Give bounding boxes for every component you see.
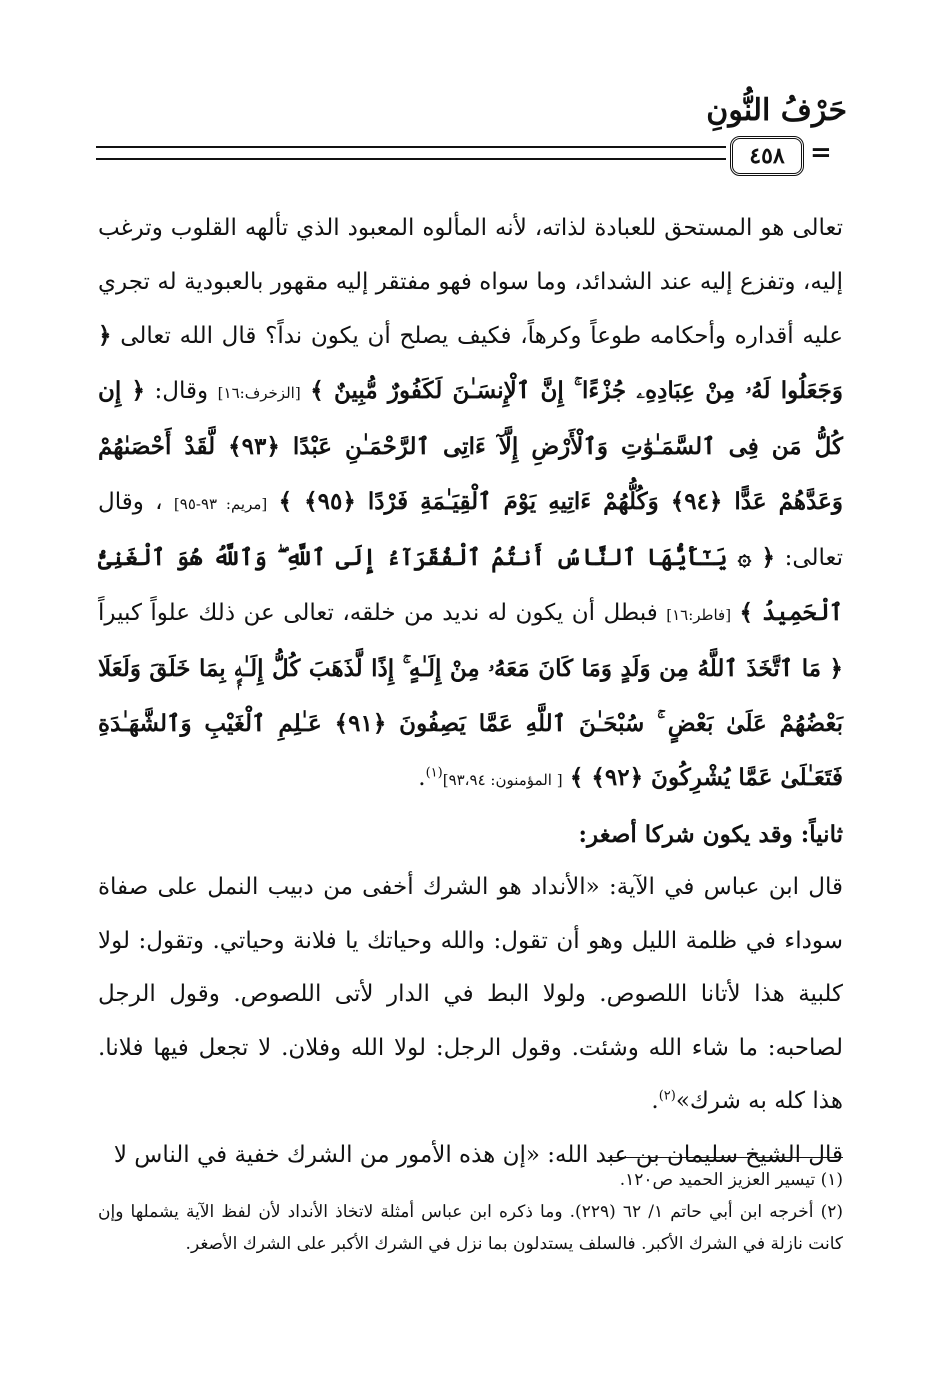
quran-verse: ﴿ وَجَعَلُوا لَهُۥ مِنْ عِبَادِهِۦ جُزْءًا ۚ إِنَّ ٱلْإِنسَـٰنَ لَكَفُورٌ مُّبِينٌ ﴾ — [98, 322, 843, 404]
footnotes — [98, 1164, 843, 1260]
paragraph-text: قال الشيخ سليمان بن عبد الله: «إن هذه الأمور من الشرك خفية في الناس لا — [113, 1141, 843, 1168]
page-header-title: حَرْفُ النُّونِ — [706, 93, 847, 128]
verse-reference: [فاطر:١٦] — [666, 605, 732, 624]
verse-reference: [مريم: ٩٣-٩٥] — [173, 494, 268, 513]
page-number-box — [730, 136, 804, 176]
footnote: (٢) أخرجه ابن أبي حاتم ١/ ٦٢ (٢٢٩). وما ذكره ابن عباس أمثلة لاتخاذ الأنداد لأن لفظ الآية يشملها وإن كانت نازلة في الشرك الأكبر. فالسلف يستدلون بما نزل في الشرك الأكبر على الشرك الأصغر. — [98, 1202, 844, 1254]
page-number: ٤٥٨ — [749, 143, 785, 169]
header-rule-top — [96, 146, 726, 148]
paragraph-text: قال ابن عباس في الآية: «الأنداد هو الشرك أخفى من دبيب النمل على صفاة سوداء في ظلمة الليل وهو أن تقول: والله وحياتك يا فلانة وحياتي. وتقول: لولا كلبية هذا لأتانا اللصوص. ولولا البط في الدار لأتى اللصوص. وقول الرجل لصاحبه: ما شاء الله وشئت. وقول الرجل: لولا الله وفلان. لا تجعل فيها فلانا. هذا كله به شرك» — [98, 874, 843, 1114]
paragraph-text: وقال: — [154, 377, 209, 404]
footnote-divider — [608, 1157, 843, 1158]
quran-verse: ﴿ مَا ٱتَّخَذَ ٱللَّهُ مِن وَلَدٍ وَمَا كَانَ مَعَهُۥ مِنْ إِلَـٰهٍ ۚ إِذًا لَّذَهَبَ كُلُّ إِلَـٰهٍۭ بِمَا خَلَقَ وَلَعَلَا بَعْضُهُمْ عَلَىٰ بَعْضٍ ۚ سُبْحَـٰنَ ٱللَّهِ عَمَّا يَصِفُونَ ﴿٩١﴾ عَـٰلِمِ ٱلْغَيْبِ وَٱلشَّهَـٰدَةِ فَتَعَـٰلَىٰ عَمَّا يُشْرِكُونَ ﴿٩٢﴾ ﴾ — [98, 655, 843, 791]
header-rule-bottom — [96, 158, 726, 160]
quran-verse: ﴿ ۞ يَـٰٓأَيُّهَا ٱلنَّاسُ أَنتُمُ ٱلْفُقَرَآءُ إِلَى ٱللَّهِ ۖ وَٱللَّهُ هُوَ ٱلْغَنِىُّ ٱلْحَمِيدُ ﴾ — [98, 544, 843, 626]
footnote-marker: (٢) — [658, 1088, 676, 1104]
section-heading: ثانياً: وقد يكون شركا أصغر: — [578, 820, 843, 848]
main-text — [98, 202, 843, 1182]
header-equals-mark: = — [810, 138, 832, 168]
quran-verse: ﴿ إِن كُلُّ مَن فِى ٱلسَّمَـٰوَٰتِ وَٱلْأَرْضِ إِلَّآ ءَاتِى ٱلرَّحْمَـٰنِ عَبْدًا ﴿٩٣﴾ لَّقَدْ أَحْصَىٰهُمْ وَعَدَّهُمْ عَدًّا ﴿٩٤﴾ وَكُلُّهُمْ ءَاتِيهِ يَوْمَ ٱلْقِيَـٰمَةِ فَرْدًا ﴿٩٥﴾ ﴾ — [98, 376, 844, 515]
paragraph-1: تعالى هو المستحق للعبادة لذاته، لأنه المألوه المعبود الذي تألهه القلوب وترغب إليه، وتفزع إليه عند الشدائد، وما سواه فهو مفتقر إليه مقهور بالعبودية له تجري عليه أقداره وأحكامه طوعاً وكرهاً، فكيف يصلح أن يكون نداً؟ قال الله تعالى ﴿ وَجَعَلُوا لَهُۥ مِنْ عِبَادِهِۦ جُزْءًا ۚ إِنَّ ٱلْإِنسَـٰنَ لَكَفُورٌ مُّبِينٌ ﴾ [الزخرف:١٦] وقال: ﴿ إِن كُلُّ مَن فِى ٱلسَّمَـٰوَٰتِ وَٱلْأَرْضِ إِلَّآ ءَاتِى ٱلرَّحْمَـٰنِ عَبْدًا ﴿٩٣﴾ لَّقَدْ أَحْصَىٰهُمْ وَعَدَّهُمْ عَدًّا ﴿٩٤﴾ وَكُلُّهُمْ ءَاتِيهِ يَوْمَ ٱلْقِيَـٰمَةِ فَرْدًا ﴿٩٥﴾ ﴾ [مريم: ٩٣-٩٥] ، وقال تعالى: ﴿ ۞ يَـٰٓأَيُّهَا ٱلنَّاسُ أَنتُمُ ٱلْفُقَرَآءُ إِلَى ٱللَّهِ ۖ وَٱللَّهُ هُوَ ٱلْغَنِىُّ ٱلْحَمِيدُ ﴾ [فاطر:١٦] فبطل أن يكون له نديد من خلقه، تعالى عن ذلك علواً كبيراً ﴿ مَا ٱتَّخَذَ ٱللَّهُ مِن وَلَدٍ وَمَا كَانَ مَعَهُۥ مِنْ إِلَـٰهٍ ۚ إِذًا لَّذَهَبَ كُلُّ إِلَـٰهٍۭ بِمَا خَلَقَ وَلَعَلَا بَعْضُهُمْ عَلَىٰ بَعْضٍ ۚ سُبْحَـٰنَ ٱللَّهِ عَمَّا يَصِفُونَ ﴿٩١﴾ عَـٰلِمِ ٱلْغَيْبِ وَٱلشَّهَـٰدَةِ فَتَعَـٰلَىٰ عَمَّا يُشْرِكُونَ ﴿٩٢﴾ ﴾ [ المؤمنون: ٩٣،٩٤]$^{(١)}$. — [98, 215, 844, 791]
footnote: (١) تيسير العزيز الحميد ص١٢٠. — [619, 1170, 843, 1190]
paragraph-text: تعالى هو المستحق للعبادة لذاته، لأنه المألوه المعبود الذي تألهه القلوب وترغب إليه، وتفزع إليه عند الشدائد، وما سواه فهو مفتقر إليه مقهور بالعبودية له تجري عليه أقداره وأحكامه طوعاً وكرهاً، فكيف يصلح أن يكون نداً؟ قال الله تعالى — [98, 215, 844, 349]
verse-reference: [الزخرف:١٦] — [217, 383, 301, 402]
paragraph-text: فبطل أن يكون له نديد من خلقه، تعالى عن ذلك علواً كبيراً — [98, 599, 658, 626]
paragraph-text: ، وقال تعالى: — [98, 488, 844, 571]
footnote-marker: (١) — [425, 765, 443, 781]
verse-reference: [ المؤمنون: ٩٣،٩٤] — [442, 771, 563, 789]
paragraph-2: قال ابن عباس في الآية: «الأنداد هو الشرك أخفى من دبيب النمل على صفاة سوداء في ظلمة الليل وهو أن تقول: والله وحياتك يا فلانة وحياتي. وتقول: لولا كلبية هذا لأتانا اللصوص. ولولا البط في الدار لأتى اللصوص. وقول الرجل لصاحبه: ما شاء الله وشئت. وقول الرجل: لولا الله وفلان. لا تجعل فيها فلانا. هذا كله به شرك»$^{(٢)}$. — [98, 874, 843, 1114]
